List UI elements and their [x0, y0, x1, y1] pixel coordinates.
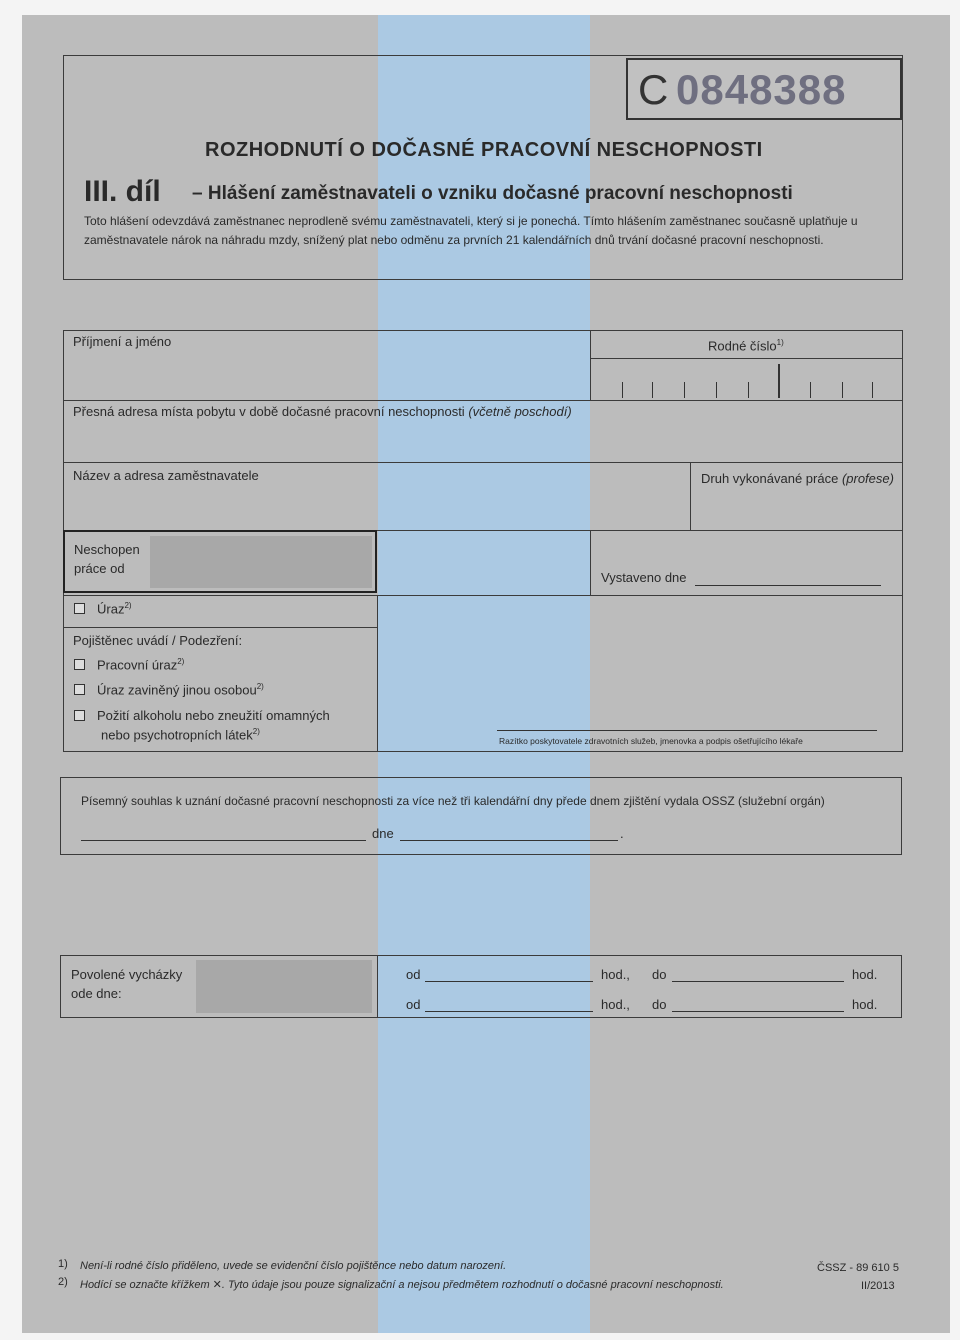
alcohol-drugs-label-line2-text: nebo psychotropních látek	[101, 727, 253, 743]
consent-date-line[interactable]	[400, 840, 618, 841]
walks-hours-label-2: hod.,	[601, 997, 630, 1012]
employer-label: Název a adresa zaměstnavatele	[73, 468, 259, 483]
issued-date-line[interactable]	[695, 585, 881, 586]
name-label: Příjmení a jméno	[73, 334, 172, 349]
form-part: III. díl	[84, 175, 161, 208]
alcohol-drugs-label-line2	[101, 727, 260, 743]
consent-issuer-line[interactable]	[81, 840, 366, 841]
issued-label: Vystaveno dne	[601, 570, 687, 585]
footnote-1: Není-li rodné číslo přiděleno, uvede se evidenční číslo pojištěnce nebo datum narození.	[80, 1260, 507, 1272]
walks-shade	[196, 960, 372, 1013]
divider	[690, 462, 691, 530]
divider	[63, 400, 903, 401]
stamp-label: Razítko poskytovatele zdravotních služeb, jmenovka a podpis ošetřujícího lékaře	[499, 736, 803, 746]
birth-number-tick	[842, 382, 843, 398]
third-party-injury-label	[97, 682, 264, 698]
birth-number-label	[708, 338, 784, 354]
birth-number-tick	[716, 382, 717, 398]
walks-to-label-1: do	[652, 967, 667, 982]
serial-number-box	[626, 58, 902, 120]
occupation-label	[701, 471, 894, 487]
walks-label-line1: Povolené vycházky	[71, 967, 183, 982]
divider	[63, 595, 903, 596]
birth-number-note: 1)	[776, 338, 784, 347]
alcohol-drugs-note: 2)	[252, 727, 260, 736]
divider	[63, 462, 903, 463]
stamp-signature-line[interactable]	[497, 730, 877, 731]
birth-number-separator	[778, 364, 780, 398]
alcohol-drugs-checkbox[interactable]	[74, 710, 85, 721]
walks-to-line-2[interactable]	[672, 1011, 844, 1012]
incapable-from-shade	[150, 536, 372, 588]
birth-number-tick	[810, 382, 811, 398]
divider	[377, 595, 378, 752]
walks-to-line-1[interactable]	[672, 981, 844, 982]
injury-label	[97, 601, 132, 617]
third-party-injury-note: 2)	[256, 682, 264, 691]
injury-note: 2)	[124, 601, 132, 610]
serial-number: 0848388	[676, 66, 847, 113]
consent-text: Písemný souhlas k uznání dočasné pracovní neschopnosti za více než tři kalendářní dny přede dnem zjištění vydala OSSZ (služební orgán)	[81, 794, 825, 808]
incapable-from-line1: Neschopen	[74, 542, 140, 557]
third-party-injury-label-text: Úraz zaviněný jinou osobou	[97, 682, 257, 698]
injury-checkbox[interactable]	[74, 603, 85, 614]
birth-number-tick	[872, 382, 873, 398]
walks-from-line-1[interactable]	[425, 981, 593, 982]
form-code: ČSSZ - 89 610 5	[817, 1262, 899, 1274]
serial-prefix: C	[638, 66, 669, 113]
occupation-label-text: Druh vykonávané práce	[701, 471, 839, 486]
divider	[377, 955, 378, 1018]
incapable-from-line2: práce od	[74, 561, 125, 576]
birth-number-label-text: Rodné číslo	[708, 338, 777, 354]
injury-label-text: Úraz	[97, 601, 125, 617]
walks-label-line2: ode dne:	[71, 986, 122, 1001]
work-injury-note: 2)	[177, 657, 185, 666]
address-note: (včetně poschodí)	[468, 404, 572, 419]
insured-states-label: Pojištěnec uvádí / Podezření:	[73, 633, 243, 648]
address-label-text: Přesná adresa místa pobytu v době dočasné pracovní neschopnosti	[73, 404, 465, 419]
address-label	[73, 404, 572, 420]
alcohol-drugs-label-line1: Požití alkoholu nebo zneužití omamných	[97, 708, 330, 723]
consent-date-label: dne	[372, 826, 394, 841]
walks-box	[60, 955, 902, 1018]
birth-number-tick	[652, 382, 653, 398]
footnote-1-mark: 1)	[58, 1258, 68, 1270]
consent-period: .	[620, 826, 624, 841]
divider	[63, 627, 377, 628]
occupation-note: (profese)	[841, 471, 894, 486]
work-injury-checkbox[interactable]	[74, 659, 85, 670]
divider	[590, 530, 591, 595]
consent-box	[60, 777, 902, 855]
third-party-injury-checkbox[interactable]	[74, 684, 85, 695]
birth-number-tick	[622, 382, 623, 398]
walks-hours-end-1: hod.	[852, 967, 878, 982]
intro-text: Toto hlášení odevzdává zaměstnanec neprodleně svému zaměstnavateli, který si je ponechá. Tímto hlášením zaměstnanec současně uplatňuje u zaměstnavatele nárok na náhradu mzdy, snížený plat nebo odměnu za prvních 21 kalendářních dnů trvání dočasné pracovní neschopnosti.	[84, 214, 858, 247]
divider	[590, 358, 903, 359]
footnote-2: Hodící se označte křížkem ✕. Tyto údaje jsou pouze signalizační a nejsou předmětem rozhodnutí o dočasné pracovní neschopnosti.	[80, 1279, 724, 1291]
walks-hours-end-2: hod.	[852, 997, 878, 1012]
form-subtitle: – Hlášení zaměstnavateli o vzniku dočasné pracovní neschopnosti	[192, 183, 793, 204]
footnote-2-mark: 2)	[58, 1276, 68, 1288]
walks-hours-label-1: hod.,	[601, 967, 630, 982]
birth-number-tick	[684, 382, 685, 398]
work-injury-label	[97, 657, 184, 673]
form-date: II/2013	[861, 1280, 895, 1292]
divider	[590, 330, 591, 400]
form-title: ROZHODNUTÍ O DOČASNÉ PRACOVNÍ NESCHOPNOSTI	[205, 139, 763, 161]
walks-from-line-2[interactable]	[425, 1011, 593, 1012]
work-injury-label-text: Pracovní úraz	[97, 657, 178, 673]
walks-from-label-1: od	[406, 967, 421, 982]
walks-to-label-2: do	[652, 997, 667, 1012]
walks-from-label-2: od	[406, 997, 421, 1012]
birth-number-tick	[748, 382, 749, 398]
